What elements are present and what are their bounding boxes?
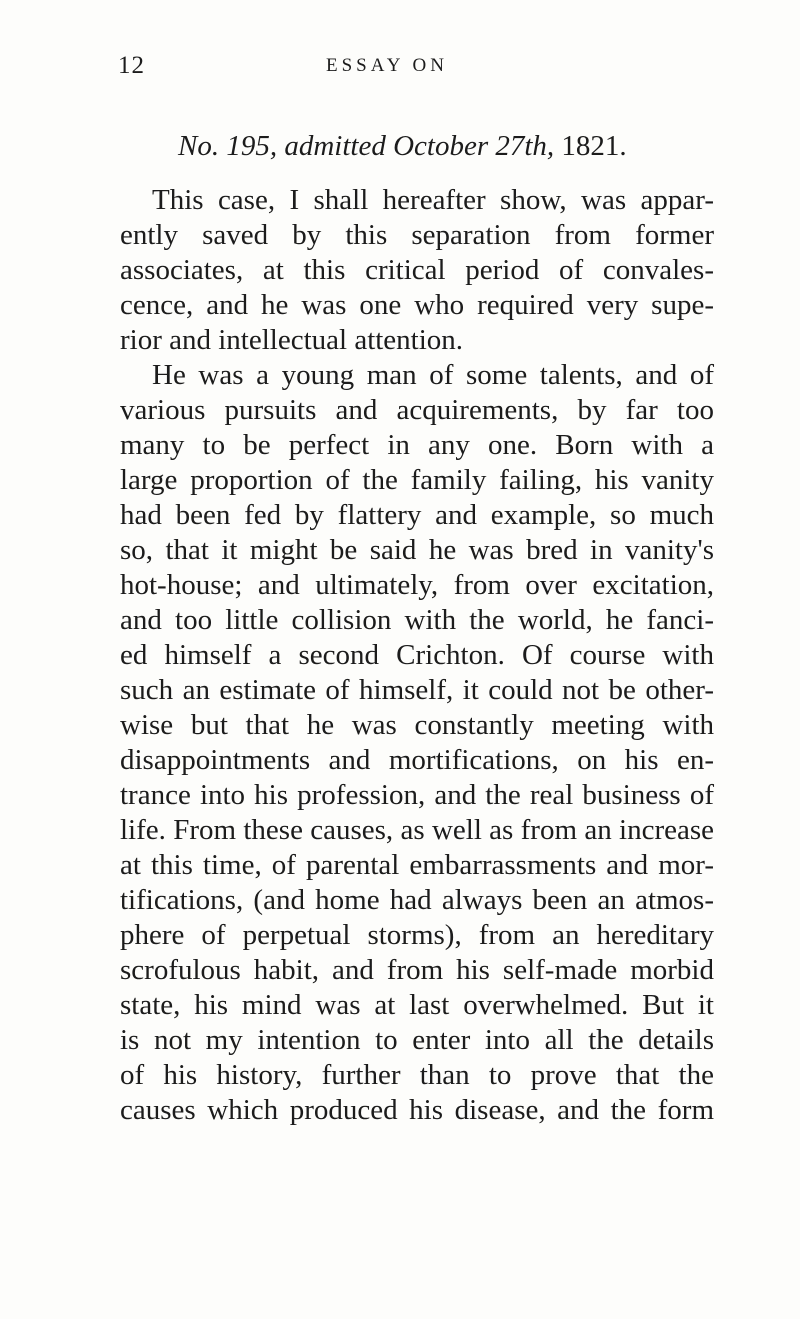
text-line: trance into his profession, and the real business of bbox=[120, 779, 714, 811]
page-number: 12 bbox=[118, 52, 145, 79]
admitted-year: 1821. bbox=[561, 130, 627, 162]
text-line: various pursuits and acquirements, by far too bbox=[120, 394, 714, 426]
text-line: is not my intention to enter into all the details bbox=[120, 1024, 714, 1056]
running-head bbox=[118, 52, 718, 82]
text-line: large proportion of the family failing, his vanity bbox=[120, 464, 714, 496]
text-line: and too little collision with the world, he fanci- bbox=[120, 604, 714, 636]
text-line: tifications, (and home had always been an atmos- bbox=[120, 884, 714, 916]
text-line: phere of perpetual storms), from an hereditary bbox=[120, 919, 714, 951]
text-line: many to be perfect in any one. Born with a bbox=[120, 429, 714, 461]
text-line: such an estimate of himself, it could not be other- bbox=[120, 674, 714, 706]
text-line: life. From these causes, as well as from an increase bbox=[120, 814, 714, 846]
text-line: of his history, further than to prove that the bbox=[120, 1059, 714, 1091]
paragraph bbox=[120, 358, 714, 1128]
paragraph bbox=[120, 183, 714, 358]
running-title: ESSAY ON bbox=[326, 55, 448, 76]
text-line: causes which produced his disease, and the form bbox=[120, 1094, 714, 1126]
text-line: This case, I shall hereafter show, was appar- bbox=[152, 184, 714, 216]
text-line: wise but that he was constantly meeting with bbox=[120, 709, 714, 741]
admitted-date: admitted October bbox=[284, 130, 489, 162]
text-line: at this time, of parental embarrassments and mor- bbox=[120, 849, 714, 881]
text-line: had been fed by flattery and example, so much bbox=[120, 499, 714, 531]
text-line: He was a young man of some talents, and of bbox=[152, 359, 714, 391]
text-line: ently saved by this separation from former bbox=[120, 219, 714, 251]
text-line: cence, and he was one who required very supe- bbox=[120, 289, 714, 321]
text-line: rior and intellectual attention. bbox=[120, 324, 464, 356]
text-line: ed himself a second Crichton. Of course with bbox=[120, 639, 714, 671]
text-line: disappointments and mortifications, on his en- bbox=[120, 744, 714, 776]
body-text bbox=[120, 183, 714, 1128]
text-line: state, his mind was at last overwhelmed. But it bbox=[120, 989, 714, 1021]
case-number: No. 195, bbox=[178, 130, 278, 162]
text-line: hot-house; and ultimately, from over excitation, bbox=[120, 569, 714, 601]
text-line: so, that it might be said he was bred in vanity's bbox=[120, 534, 714, 566]
admitted-day: 27th, bbox=[495, 130, 555, 162]
case-heading bbox=[178, 130, 627, 163]
text-line: associates, at this critical period of convales- bbox=[120, 254, 714, 286]
text-line: scrofulous habit, and from his self-made morbid bbox=[120, 954, 714, 986]
